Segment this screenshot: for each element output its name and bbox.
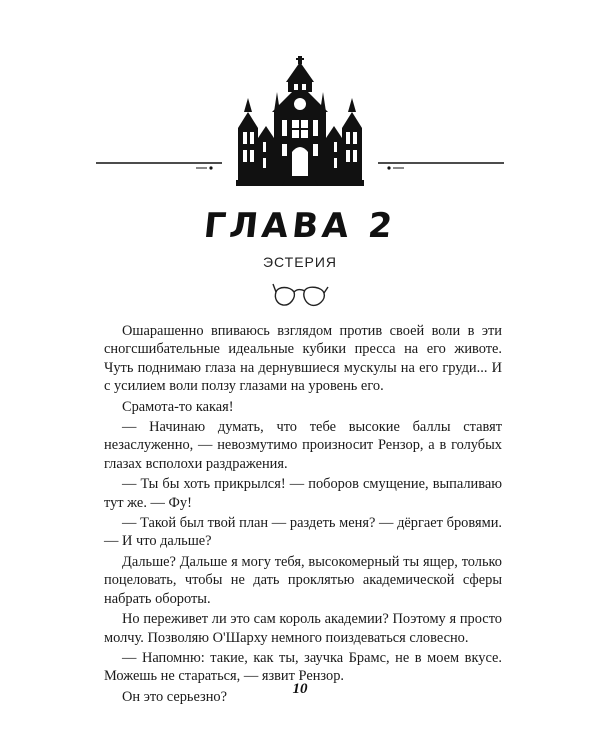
body-text: [104, 322, 502, 708]
chapter-subtitle: ЭСТЕРИЯ: [262, 254, 338, 270]
paragraph: — Такой был твой план — раздеть меня? — дёргает бровями. — И что дальше?: [104, 515, 502, 550]
paragraph: Но переживет ли это сам король академии? Поэтому я просто молчу. Позволяю О'Шарху немного поиздеваться словесно.: [104, 611, 502, 646]
paragraph: — Начинаю думать, что тебе высокие баллы ставят незаслуженно, — невозмутимо произносит Рензор, а в голубых глазах всполохи раздражения.: [104, 419, 502, 472]
paragraph: Дальше? Дальше я могу тебя, высокомерный ты ящер, только поцеловать, чтобы не дать проклятью академической сферы набрать обороты.: [104, 553, 502, 607]
paragraph: — Ты бы хоть прикрылся! — поборов смущение, выпаливаю тут же. — Фу!: [104, 476, 502, 511]
page-number: 10: [292, 681, 308, 697]
glasses-icon: [272, 278, 330, 312]
chapter-title: ГЛАВА 2: [201, 206, 399, 246]
paragraph: Срамота-то какая!: [122, 398, 234, 415]
paragraph: Он это серьезно?: [122, 688, 227, 705]
paragraph: Ошарашенно впиваюсь взглядом против своей воли в эти сногсшибательные идеальные кубики пресса на его животе. Чуть поднимаю глаза на дернувшиеся мускулы на его груди... И с усилием воли ползу глазами на уровень его.: [104, 323, 502, 395]
paragraph: — Напомню: такие, как ты, заучка Брамс, не в моем вкусе. Можешь не стараться, — язвит Рензор.: [104, 649, 502, 685]
castle-icon: [0, 0, 600, 200]
